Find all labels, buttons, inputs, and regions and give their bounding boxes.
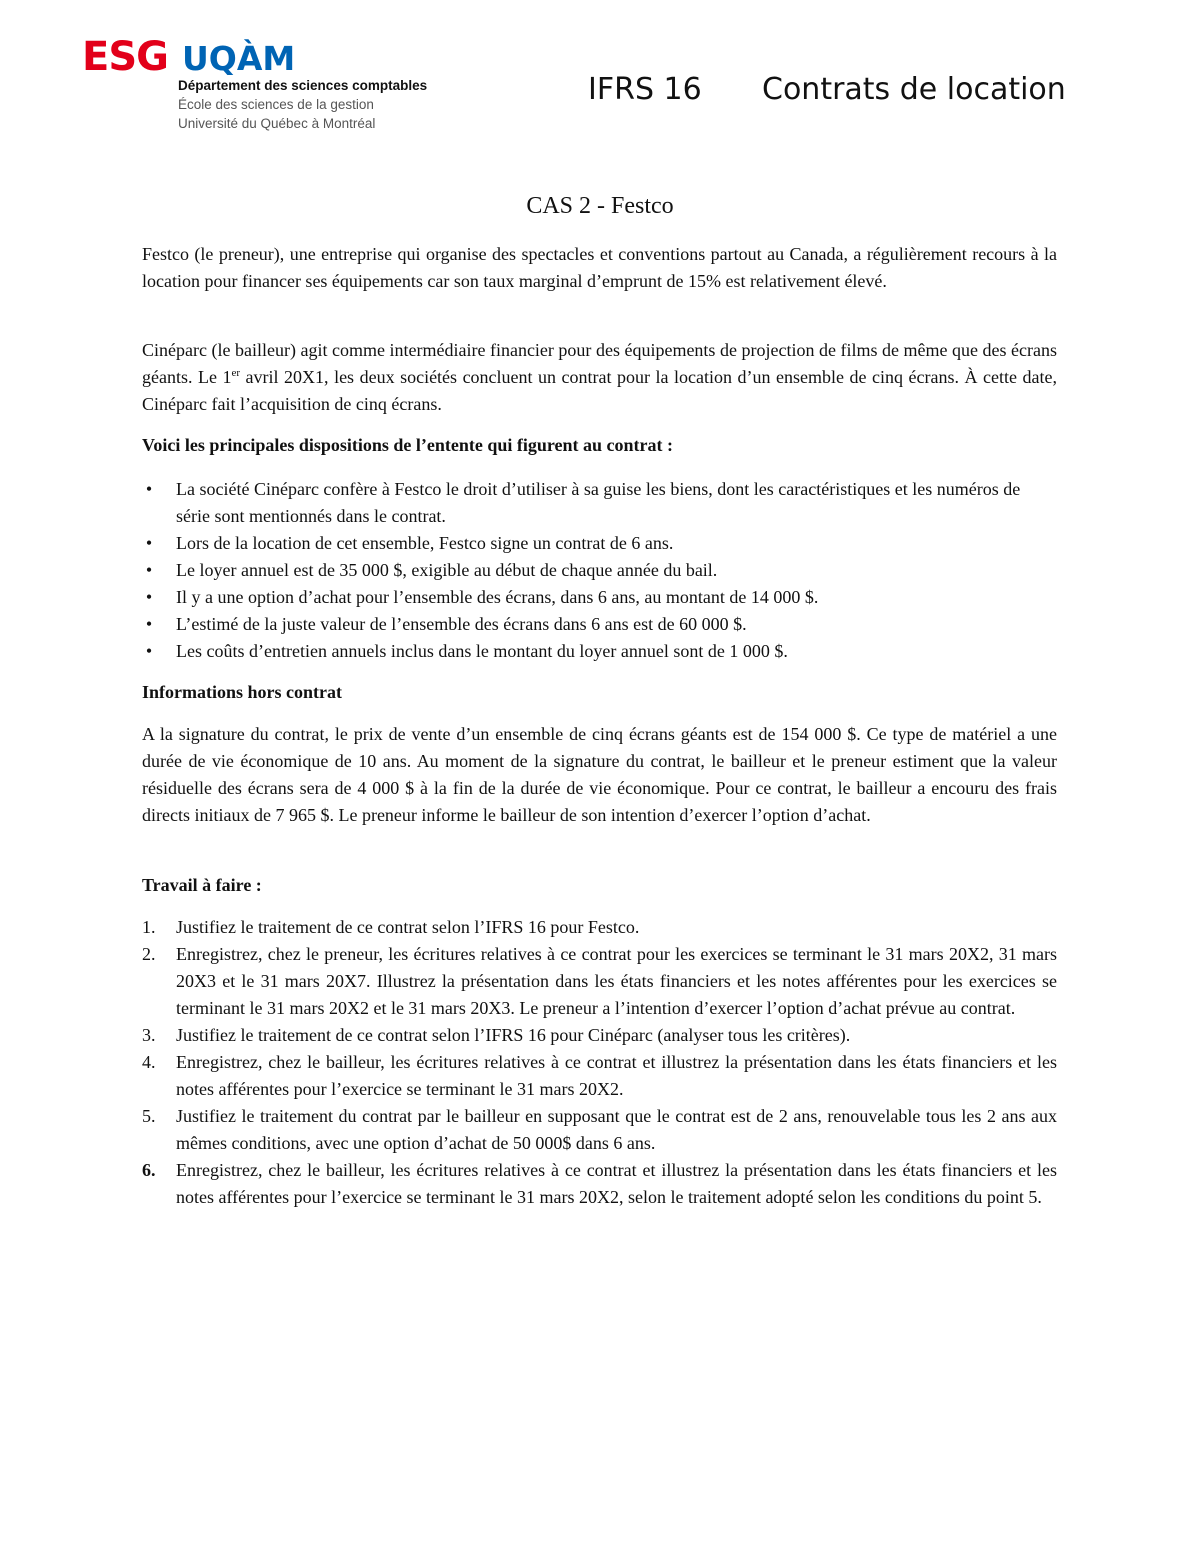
header-ifrs: IFRS 16 [588, 72, 702, 107]
list-item-text: Les coûts d’entretien annuels inclus dans le montant du loyer annuel sont de 1 000 $. [176, 641, 788, 661]
bullet-icon: • [145, 614, 153, 634]
list-item-text: Le loyer annuel est de 35 000 $, exigible au début de chaque année du bail. [176, 560, 718, 580]
task-text: Justifiez le traitement du contrat par le bailleur en supposant que le contrat est de 2 ans, renouvelable tous les 2 ans aux mêmes conditions, avec une option d’achat de 50 000$ dans 6 ans. [176, 1106, 1057, 1153]
task-number: 3. [142, 1025, 156, 1045]
task-number: 4. [142, 1052, 156, 1072]
case-title: CAS 2 - Festco [526, 193, 674, 219]
off-contract-section [142, 679, 1057, 706]
bullet-icon: • [145, 587, 153, 607]
bullet-icon: • [145, 560, 153, 580]
list-item [142, 638, 1057, 665]
department-name: Département des sciences comptables [178, 78, 428, 93]
intro-paragraph-2 [142, 337, 1057, 418]
bullet-icon: • [145, 533, 153, 553]
superscript-er: er [231, 367, 241, 379]
task-number: 1. [142, 917, 156, 937]
school-name: École des sciences de la gestion [178, 97, 374, 112]
task-number: 2. [142, 944, 156, 964]
intro-paragraph-1: Festco (le preneur), une entreprise qui organise des spectacles et conventions partout au Canada, a régulièrement recours à la location pour financer ses équipements car son taux marginal d’emprunt de 15% est relativement élevé. [142, 244, 1057, 291]
provisions-heading: Voici les principales dispositions de l’entente qui figurent au contrat : [142, 435, 674, 455]
provisions-list [142, 476, 1057, 665]
list-item [142, 476, 1057, 530]
work-heading: Travail à faire : [142, 875, 262, 895]
list-item-text: Lors de la location de cet ensemble, Festco signe un contrat de 6 ans. [176, 533, 674, 553]
task-item [142, 1022, 1057, 1049]
task-text: Justifiez le traitement de ce contrat selon l’IFRS 16 pour Festco. [176, 917, 640, 937]
task-item [142, 941, 1057, 1022]
work-list [142, 914, 1057, 1211]
bullet-icon: • [145, 479, 153, 499]
task-text: Justifiez le traitement de ce contrat selon l’IFRS 16 pour Cinéparc (analyser tous les critères). [176, 1025, 851, 1045]
task-number: 5. [142, 1106, 156, 1126]
list-item [142, 611, 1057, 638]
work-list-wrapper [142, 914, 1057, 1211]
task-item [142, 1049, 1057, 1103]
provisions-list-wrapper [142, 476, 1057, 665]
intro-section [142, 241, 1057, 295]
provisions-section [142, 432, 1057, 459]
task-text: Enregistrez, chez le bailleur, les écritures relatives à ce contrat et illustrez la présentation dans les états financiers et les notes afférentes pour l’exercice se terminant le 31 mars 20X2. [176, 1052, 1057, 1099]
task-item [142, 1157, 1057, 1211]
intro-section-2 [142, 337, 1057, 418]
university-name: Université du Québec à Montréal [178, 116, 376, 131]
bullet-icon: • [145, 641, 153, 661]
esg-uqam-logo [82, 36, 462, 136]
list-item [142, 530, 1057, 557]
task-text: Enregistrez, chez le bailleur, les écritures relatives à ce contrat et illustrez la présentation dans les états financiers et les notes afférentes pour l’exercice se terminant le 31 mars 20X2, selon le traitement adopté selon les conditions du point 5. [176, 1160, 1057, 1207]
off-contract-heading: Informations hors contrat [142, 682, 342, 702]
list-item [142, 584, 1057, 611]
esg-logo-text: ESG [82, 34, 168, 80]
list-item-text: Il y a une option d’achat pour l’ensemble des écrans, dans 6 ans, au montant de 14 000 $. [176, 587, 819, 607]
list-item [142, 557, 1057, 584]
uqam-logo-text: UQÀM [181, 39, 296, 78]
intro-paragraph-2-start: Cinéparc (le bailleur) agit comme intermédiaire financier pour des équipements de projection de films de même que des écrans géants. Le 1 [142, 340, 1057, 387]
task-number: 6. [142, 1160, 156, 1180]
off-contract-paragraph: A la signature du contrat, le prix de vente d’un ensemble de cinq écrans géants est de 154 000 $. Ce type de matériel a une durée de vie économique de 10 ans. Au moment de la signature du contrat, le bailleur et le preneur estiment que la valeur résiduelle des écrans sera de 4 000 $ à la fin de la durée de vie économique. Pour ce contrat, le bailleur a encouru des frais directs initiaux de 7 965 $. Le preneur informe le bailleur de son intention d’exercer l’option d’achat. [142, 724, 1057, 825]
task-item [142, 914, 1057, 941]
list-item-text: L’estimé de la juste valeur de l’ensemble des écrans dans 6 ans est de 60 000 $. [176, 614, 747, 634]
header-title: Contrats de location [762, 72, 1066, 107]
work-section [142, 872, 1057, 899]
intro-paragraph-2-end: avril 20X1, les deux sociétés concluent un contrat pour la location d’un ensemble de cinq écrans. À cette date, Cinéparc fait l’acquisition de cinq écrans. [142, 367, 1057, 414]
list-item-text: La société Cinéparc confère à Festco le droit d’utiliser à sa guise les biens, dont les caractéristiques et les numéros de série sont mentionnés dans le contrat. [176, 479, 1021, 526]
task-item [142, 1103, 1057, 1157]
department-block [178, 76, 427, 133]
task-text: Enregistrez, chez le preneur, les écritures relatives à ce contrat pour les exercices se terminant le 31 mars 20X2, 31 mars 20X3 et le 31 mars 20X7. Illustrez la présentation dans les états financiers et les notes afférentes pour les exercices se terminant le 31 mars 20X2 et le 31 mars 20X3. Le preneur a l’intention d’exercer l’option d’achat prévue au contrat. [176, 944, 1057, 1018]
off-contract-body [142, 721, 1057, 829]
